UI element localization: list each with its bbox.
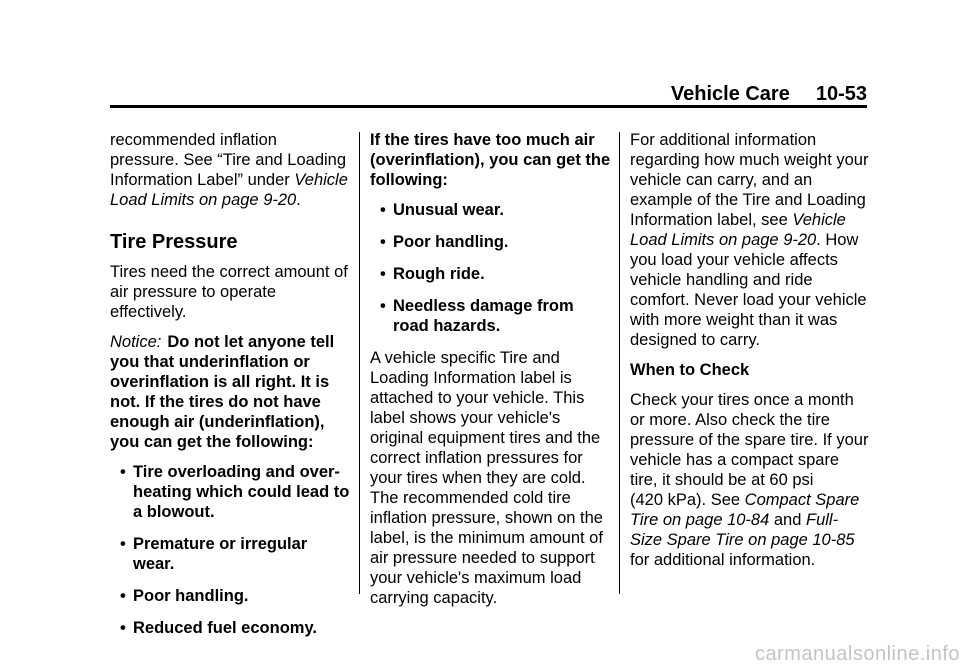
bullet-icon: • — [120, 463, 126, 481]
column-divider — [359, 132, 360, 594]
overinflation-lead: If the tires have too much air (overinflation), you can get the following: — [370, 131, 611, 189]
page-number: 10-53 — [815, 83, 867, 105]
list-item: • Unusual wear. — [380, 201, 504, 219]
weight-paragraph: For additional information regarding how much weight your vehicle can carry, and an example of the Tire and Loading Information label, see Vehicle Load Limits on page 9-20. How you load your vehicle affects vehicle handling and ride comfort. Never load your vehicle with more weight than it was designed to carry. — [630, 131, 869, 349]
notice-label: Notice: — [110, 333, 162, 351]
column-2 — [370, 130, 612, 618]
list-item: • Premature or irregular wear. — [120, 535, 308, 573]
bullet-list — [370, 200, 612, 336]
list-item: • Poor handling. — [120, 587, 249, 605]
notice-text: Do not let anyone tell you that underinflation or overinflation is all right. It is not. If the tires do not have enough air (underinflation), you can get the following: — [110, 333, 335, 451]
bullet-icon: • — [380, 265, 386, 283]
subheading-when-to-check: When to Check — [630, 361, 750, 379]
column-1 — [110, 130, 350, 650]
page-header — [671, 83, 867, 106]
section-title: Vehicle Care — [670, 83, 790, 105]
cross-reference: Compact Spare Tire on page 10-84 — [630, 491, 860, 529]
bullet-icon: • — [120, 535, 126, 553]
bullet-list — [110, 462, 350, 638]
check-paragraph: Check your tires once a month or more. Also check the tire pressure of the spare tire. If your vehicle has a compact spare tire, it should be at 60 psi (420 kPa). See Compact Spare Tire on page 10-84 and Full-Size Spare Tire on page 10-85 for additional information. — [630, 391, 869, 569]
intro-paragraph: recommended inflation pressure. See “Tire and Loading Information Label” under Vehicle Load Limits on page 9-20. — [110, 131, 348, 209]
bullet-icon: • — [380, 201, 386, 219]
list-item: • Reduced fuel economy. — [120, 619, 317, 637]
bullet-icon: • — [120, 587, 126, 605]
bullet-icon: • — [380, 233, 386, 251]
bullet-icon: • — [120, 619, 126, 637]
label-paragraph: A vehicle specific Tire and Loading Information label is attached to your vehicle. This label shows your vehicle's original equipment tires and the correct inflation pressures for your tires when they are cold. The recommended cold tire inflation pressure, shown on the label, is the minimum amount of air pressure needed to support your vehicle's maximum load carrying capacity. — [370, 349, 603, 607]
list-item: • Needless damage from road hazards. — [380, 297, 574, 335]
body-paragraph: Tires need the correct amount of air pressure to operate effectively. — [110, 263, 348, 321]
list-item: • Tire overloading and over-heating which could lead to a blowout. — [120, 463, 350, 521]
cross-reference: Full-Size Spare Tire on page 10-85 — [630, 511, 855, 549]
column-3 — [630, 130, 870, 580]
watermark: carmanualsonline.info — [754, 643, 960, 665]
column-divider — [619, 132, 620, 594]
notice — [110, 332, 350, 452]
cross-reference: Vehicle Load Limits on page 9-20 — [630, 211, 846, 249]
list-item: • Poor handling. — [380, 233, 509, 251]
bullet-icon: • — [380, 297, 386, 315]
header-rule — [110, 105, 867, 108]
list-item: • Rough ride. — [380, 265, 485, 283]
cross-reference: Vehicle Load Limits on page 9-20 — [110, 171, 348, 209]
section-heading: Tire Pressure — [110, 231, 238, 253]
